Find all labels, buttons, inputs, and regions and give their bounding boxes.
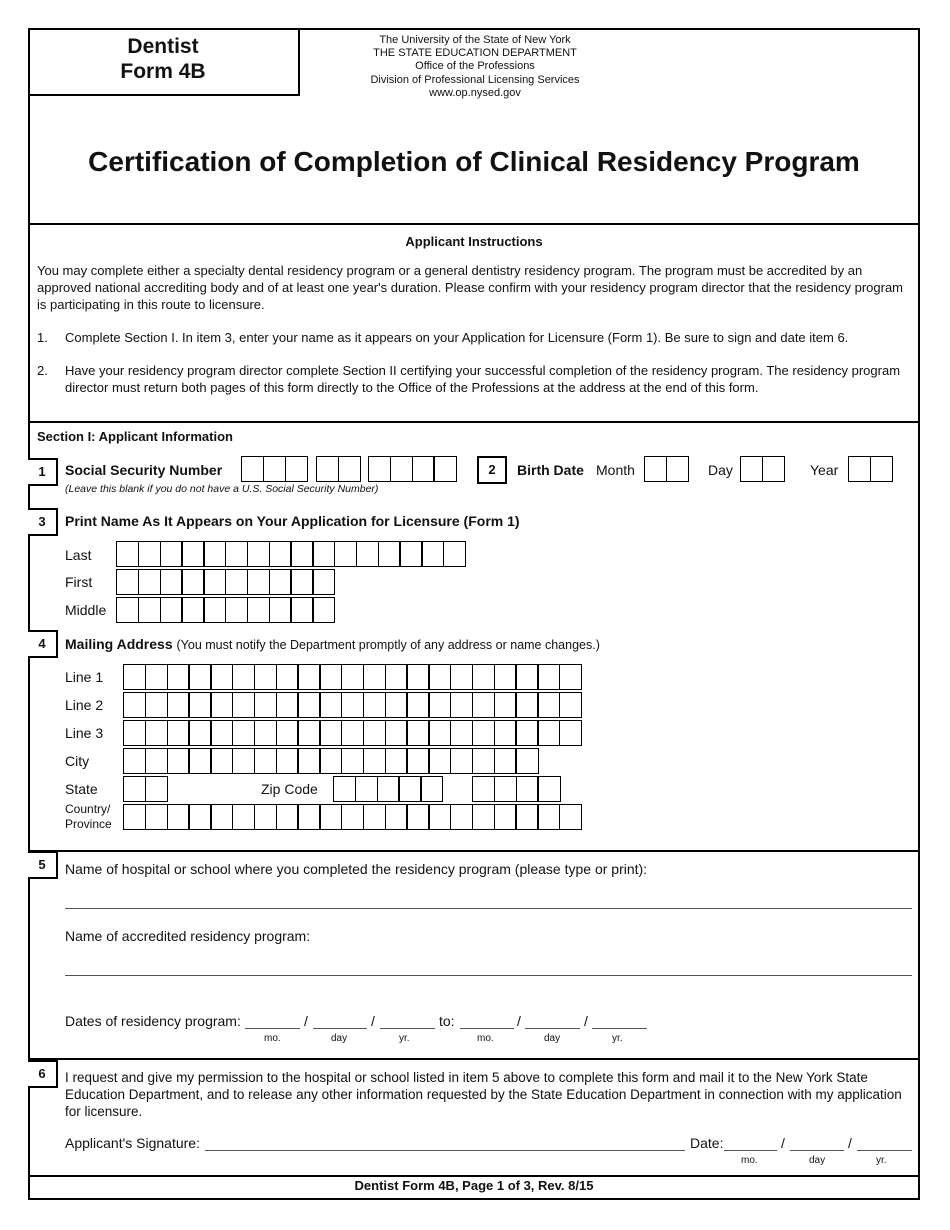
- ssn-group-3[interactable]: [368, 456, 455, 482]
- form-title-line2: Form 4B: [120, 60, 206, 83]
- birth-date-label: Birth Date: [517, 462, 584, 478]
- signature-input[interactable]: [205, 1150, 685, 1151]
- sign-month-caption: mo.: [741, 1155, 758, 1166]
- last-name-label: Last: [65, 547, 92, 563]
- sign-year-input[interactable]: [857, 1150, 912, 1151]
- middle-name-label: Middle: [65, 602, 107, 618]
- item-number-4: 4: [28, 630, 58, 658]
- sign-day-input[interactable]: [790, 1150, 844, 1151]
- birth-month-input[interactable]: [644, 456, 688, 482]
- name-section-label: Print Name As It Appears on Your Application for Licensure (Form 1): [65, 513, 520, 529]
- agency-line: Office of the Professions: [415, 60, 535, 73]
- first-name-label: First: [65, 574, 93, 590]
- program-name-label: Name of accredited residency program:: [65, 928, 311, 944]
- city-input[interactable]: [123, 748, 537, 774]
- slash: /: [848, 1135, 852, 1151]
- end-day-caption: day: [544, 1033, 561, 1044]
- item-number-3: 3: [28, 508, 58, 536]
- start-month-input[interactable]: [245, 1028, 300, 1029]
- page-title: Certification of Completion of Clinical Residency Program: [88, 146, 860, 177]
- hospital-name-label: Name of hospital or school where you completed the residency program (please type or print):: [65, 861, 648, 877]
- start-year-input[interactable]: [380, 1028, 435, 1029]
- item-number-6: 6: [28, 1060, 58, 1088]
- agency-website-link[interactable]: www.op.nysed.gov: [429, 86, 521, 99]
- instruction-num-2: 2.: [37, 363, 48, 378]
- birth-year-label: Year: [810, 462, 839, 478]
- dates-to-label: to:: [439, 1013, 455, 1029]
- start-day-caption: day: [331, 1033, 348, 1044]
- section1-heading: Section I: Applicant Information: [37, 429, 233, 444]
- address-line2-label: Line 2: [65, 697, 104, 713]
- divider: [28, 1175, 920, 1177]
- dates-label: Dates of residency program:: [65, 1013, 241, 1029]
- mailing-address-note: (You must notify the Department promptly of any address or name changes.): [176, 638, 600, 652]
- agency-line: THE STATE EDUCATION DEPARTMENT: [373, 47, 577, 60]
- ssn-label: Social Security Number: [65, 462, 223, 478]
- instructions-intro: You may complete either a specialty dental residency program or a general dentistry residency program. The program must be accredited by an approved national accrediting body and of at least one year's duration. Please confirm with your residency program director that the residency program is participating in this route to licensure.: [37, 263, 904, 312]
- first-name-input[interactable]: [116, 569, 334, 595]
- birth-month-label: Month: [596, 462, 635, 478]
- mailing-address-label: Mailing Address: [65, 636, 173, 652]
- form-id-box: [28, 28, 300, 96]
- item-number-1: 1: [28, 458, 58, 486]
- program-name-input[interactable]: [65, 975, 912, 976]
- mailing-address-heading: [65, 636, 600, 652]
- divider: [28, 421, 920, 423]
- country-province-label: [65, 802, 112, 832]
- divider: [28, 850, 920, 852]
- sign-day-caption: day: [809, 1155, 826, 1166]
- middle-name-input[interactable]: [116, 597, 334, 623]
- start-month-caption: mo.: [264, 1033, 281, 1044]
- item-number-5: 5: [28, 851, 58, 879]
- instruction-text-1: Complete Section I. In item 3, enter your name as it appears on your Application for Licensure (Form 1). Be sure to sign and date item 6.: [65, 330, 849, 345]
- hospital-name-input[interactable]: [65, 908, 912, 909]
- permission-text: I request and give my permission to the hospital or school listed in item 5 above to complete this form and mail it to the New York State Education Department, and to release any other information requested by the State Education Department in connection with my application for licensure.: [65, 1070, 902, 1119]
- address-line3-input[interactable]: [123, 720, 581, 746]
- address-line1-label: Line 1: [65, 669, 104, 685]
- agency-line: Division of Professional Licensing Services: [370, 73, 580, 86]
- instruction-num-1: 1.: [37, 330, 48, 345]
- state-input[interactable]: [123, 776, 167, 802]
- start-day-input[interactable]: [313, 1028, 367, 1029]
- instruction-text-2: Have your residency program director complete Section II certifying your successful completion of the residency program. The residency program director must return both pages of this form directly to the Office of the Professions at the address at the end of this form.: [65, 363, 901, 395]
- state-label: State: [65, 781, 98, 797]
- sign-month-input[interactable]: [724, 1150, 777, 1151]
- end-day-input[interactable]: [525, 1028, 580, 1029]
- divider: [28, 1058, 920, 1060]
- page-footer: Dentist Form 4B, Page 1 of 3, Rev. 8/15: [354, 1178, 594, 1193]
- slash: /: [304, 1013, 308, 1029]
- instructions-heading: Applicant Instructions: [405, 234, 543, 249]
- end-year-caption: yr.: [612, 1033, 623, 1044]
- zip-code-label: Zip Code: [261, 781, 318, 797]
- start-year-caption: yr.: [399, 1033, 410, 1044]
- form-title-line1: Dentist: [127, 35, 199, 58]
- date-label: Date:: [690, 1135, 724, 1151]
- end-year-input[interactable]: [592, 1028, 647, 1029]
- birth-day-label: Day: [708, 462, 733, 478]
- birth-year-input[interactable]: [848, 456, 892, 482]
- country-label: Country/: [65, 802, 111, 816]
- slash: /: [517, 1013, 521, 1029]
- slash: /: [584, 1013, 588, 1029]
- divider: [28, 223, 920, 225]
- province-label: Province: [65, 817, 112, 831]
- sign-year-caption: yr.: [876, 1155, 887, 1166]
- last-name-input[interactable]: [116, 541, 465, 567]
- zip-extension-input[interactable]: [472, 776, 559, 802]
- country-province-input[interactable]: [123, 804, 581, 830]
- ssn-note: (Leave this blank if you do not have a U.S. Social Security Number): [65, 483, 379, 495]
- zip-code-input[interactable]: [333, 776, 442, 802]
- end-month-caption: mo.: [477, 1033, 494, 1044]
- ssn-group-2[interactable]: [316, 456, 360, 482]
- ssn-group-1[interactable]: [241, 456, 306, 482]
- birth-day-input[interactable]: [740, 456, 784, 482]
- address-line2-input[interactable]: [123, 692, 581, 718]
- agency-block: [300, 34, 650, 100]
- address-line3-label: Line 3: [65, 725, 104, 741]
- end-month-input[interactable]: [460, 1028, 514, 1029]
- item-number-2: 2: [477, 456, 507, 484]
- slash: /: [371, 1013, 375, 1029]
- address-line1-input[interactable]: [123, 664, 581, 690]
- agency-line: The University of the State of New York: [379, 34, 571, 46]
- signature-label: Applicant's Signature:: [65, 1135, 200, 1151]
- slash: /: [781, 1135, 785, 1151]
- city-label: City: [65, 753, 90, 769]
